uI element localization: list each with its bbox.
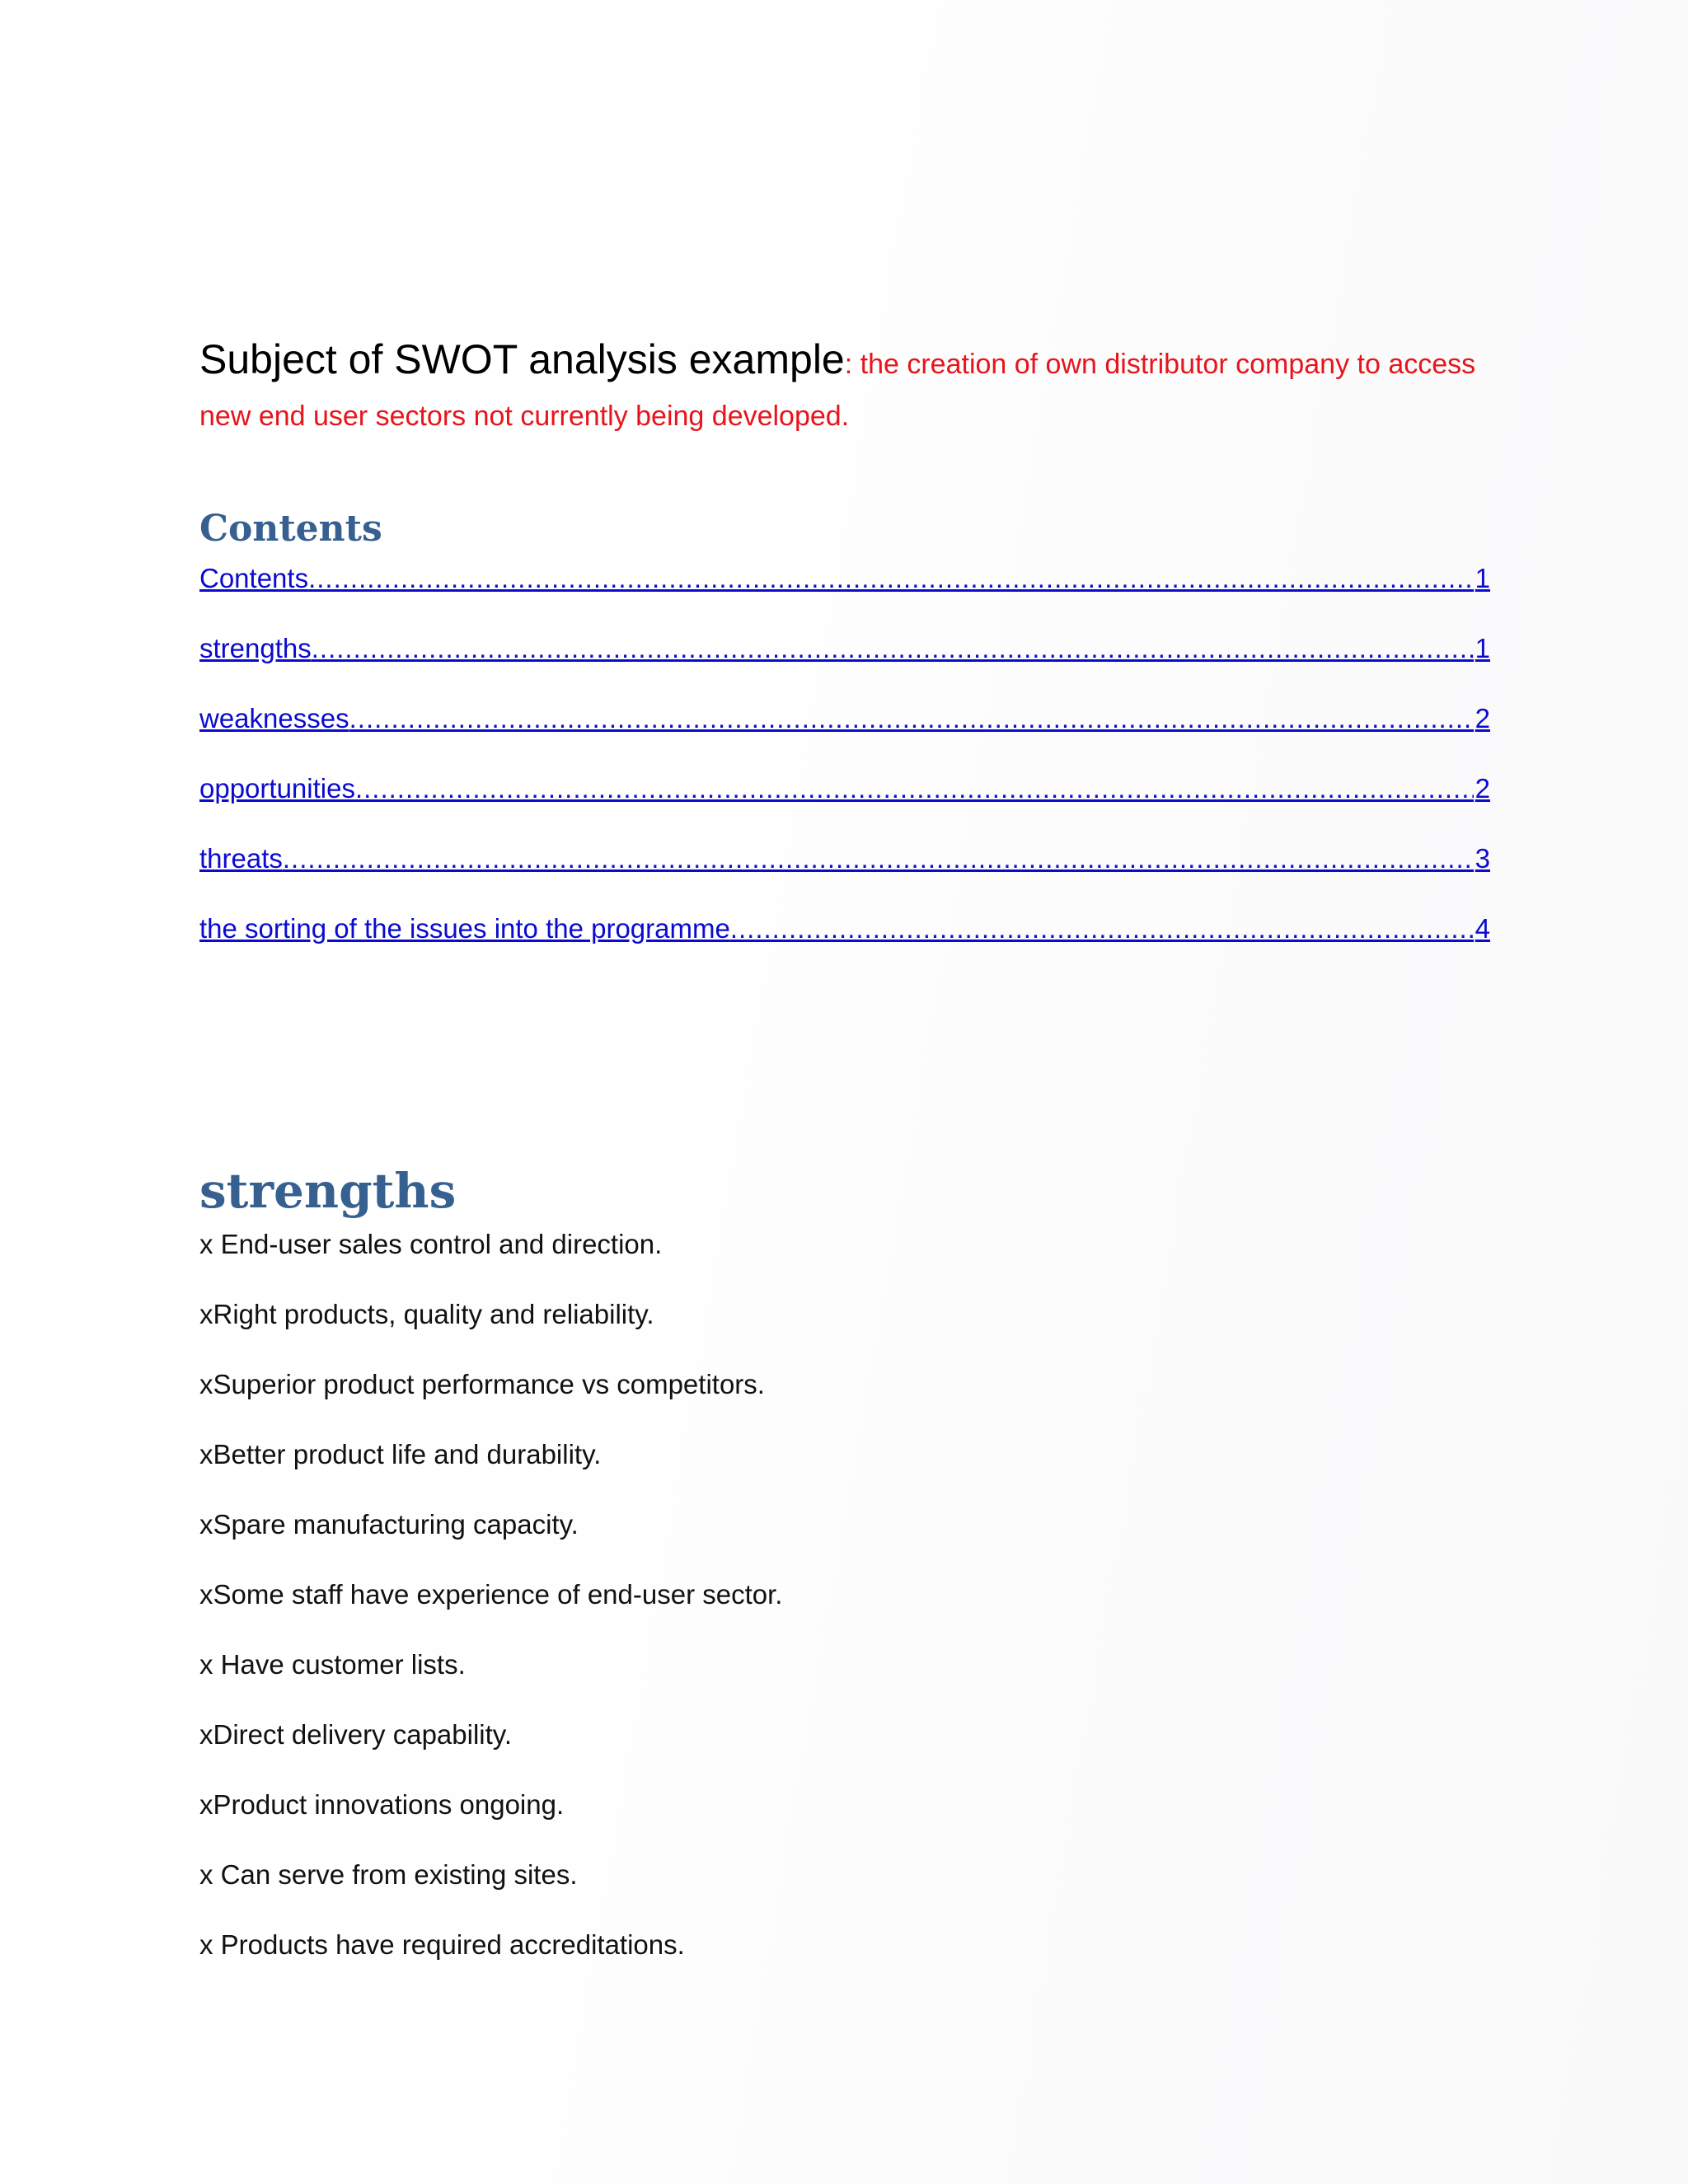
subject-description: : the creation of own distributor company to access new end user sectors not currently being developed. [199,349,1476,432]
toc-entry-page: 2 [1475,703,1490,733]
toc-entry-strengths[interactable] [199,624,1490,694]
toc-entry-page: 1 [1475,633,1490,663]
strength-item: xSuperior product performance vs competitors. [199,1369,765,1399]
toc-entry-label: Contents [199,563,309,593]
toc-entry-page: 1 [1475,563,1490,593]
strength-item: x Have customer lists. [199,1649,466,1680]
strength-item: xSome staff have experience of end-user sector. [199,1579,783,1610]
strength-item: xRight products, quality and reliability. [199,1299,654,1329]
toc-dot-leader [283,834,1474,883]
strength-item: xBetter product life and durability. [199,1439,602,1469]
toc-entry-label: the sorting of the issues into the programme [199,913,730,944]
toc-entry-page: 3 [1475,843,1490,874]
toc-dot-leader [349,694,1474,743]
subject-lead: Subject of SWOT analysis example [199,336,845,382]
strengths-heading: strengths [199,1163,457,1219]
toc-entry-label: threats [199,843,283,874]
strength-item: x Products have required accreditations. [199,1929,685,1960]
toc-entry-sorting-issues[interactable] [199,904,1490,974]
toc-entry-page: 4 [1475,913,1490,944]
toc-dot-leader [355,764,1474,813]
subject-line [199,336,1493,445]
toc-entry-page: 2 [1475,773,1490,804]
toc-entry-contents[interactable] [199,554,1490,624]
toc-entry-threats[interactable] [199,834,1490,904]
toc-entry-label: weaknesses [199,703,349,733]
strengths-list [199,1220,782,1990]
toc-entry-weaknesses[interactable] [199,694,1490,764]
toc-entry-label: strengths [199,633,312,663]
toc-dot-leader [730,904,1474,954]
strength-item: xSpare manufacturing capacity. [199,1509,579,1540]
table-of-contents [199,554,1490,974]
toc-dot-leader [312,624,1474,673]
strength-item: xDirect delivery capability. [199,1719,513,1750]
strength-item: xProduct innovations ongoing. [199,1789,565,1820]
strength-item: x Can serve from existing sites. [199,1859,578,1890]
contents-heading: Contents [199,508,382,550]
toc-dot-leader [308,554,1474,603]
toc-entry-label: opportunities [199,773,355,804]
strength-item: x End-user sales control and direction. [199,1229,663,1259]
toc-entry-opportunities[interactable] [199,764,1490,834]
